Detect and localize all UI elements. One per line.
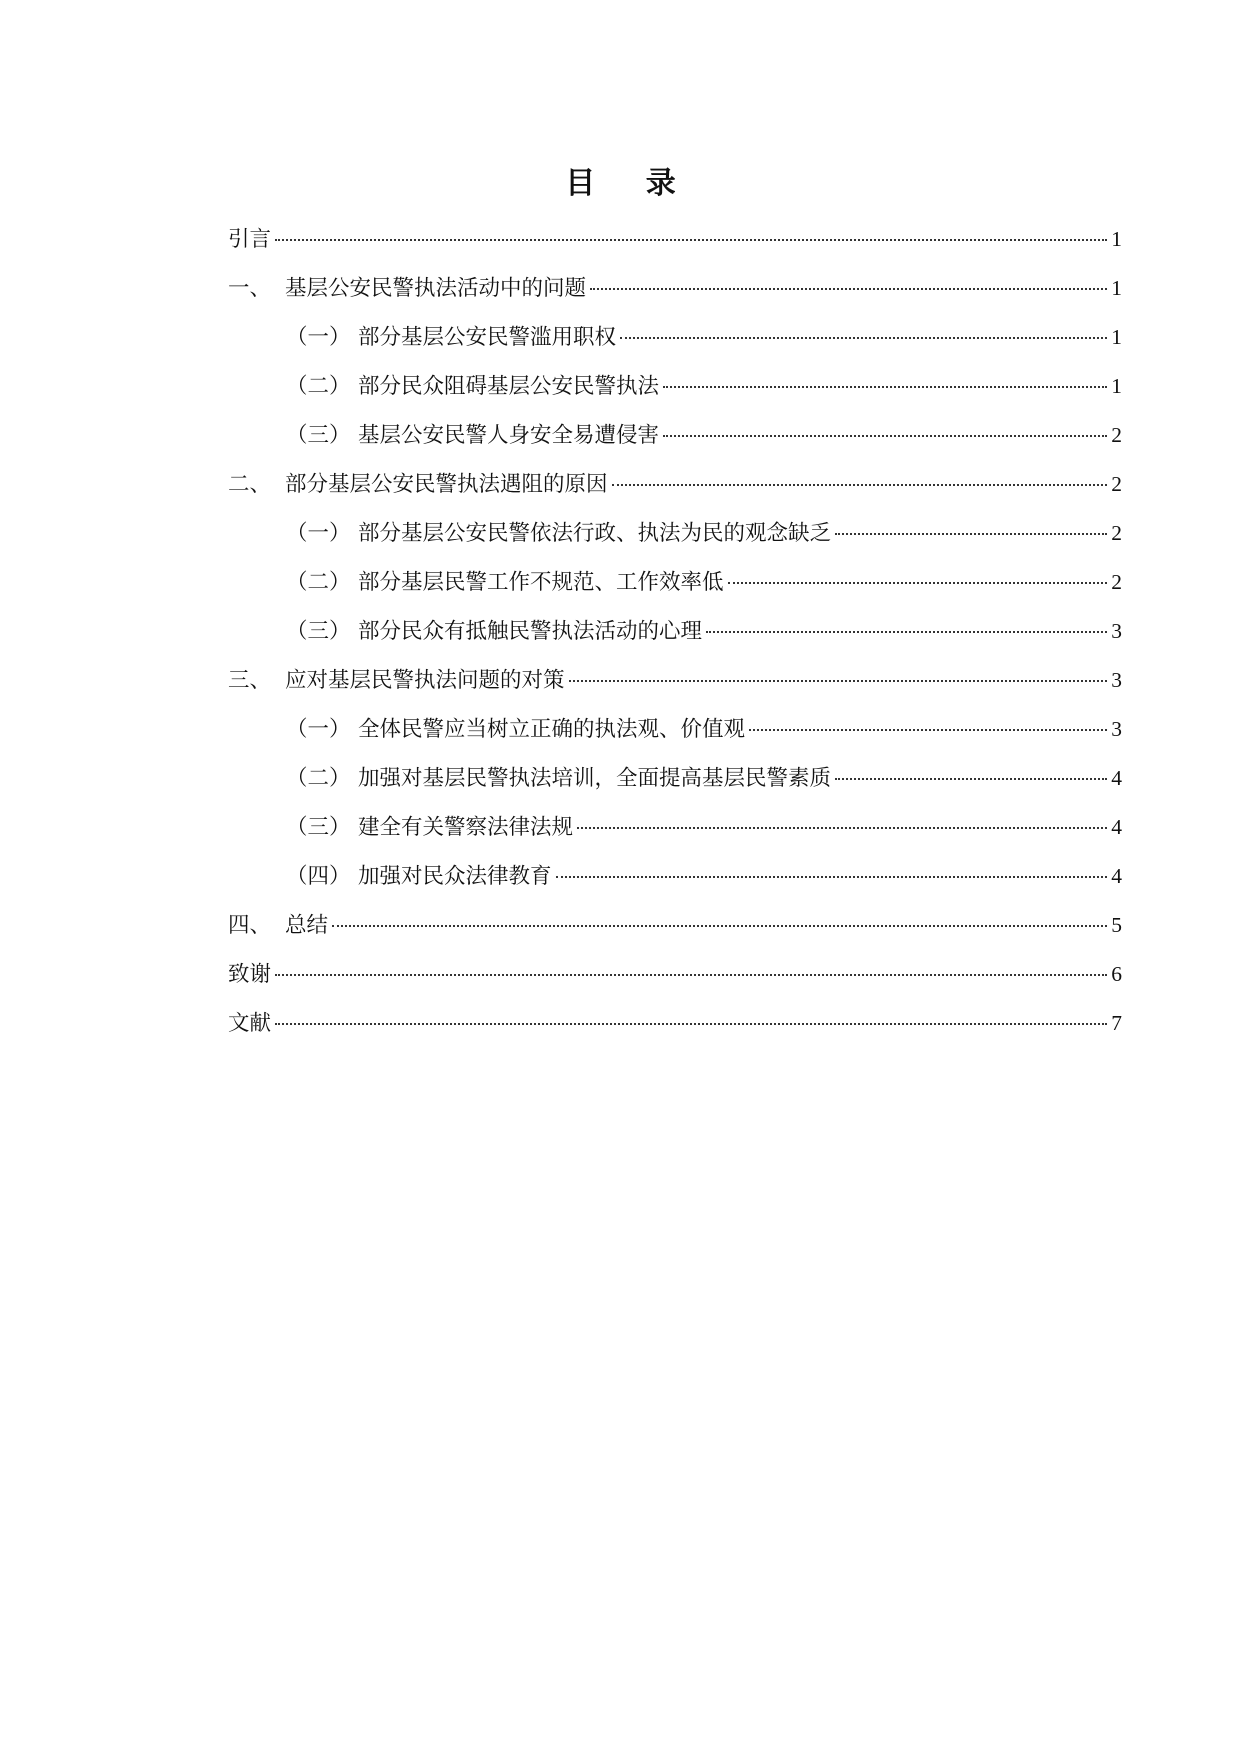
- toc-entry[interactable]: [228, 467, 1122, 516]
- toc-entry[interactable]: [228, 810, 1122, 859]
- toc-entry-title: 基层公安民警人身安全易遭侵害: [358, 423, 660, 448]
- toc-entry-title: 部分基层公安民警执法遇阻的原因: [285, 472, 608, 497]
- toc-entry[interactable]: [228, 320, 1122, 369]
- toc-entry-page-number: 1: [1111, 325, 1122, 349]
- toc-entry[interactable]: [228, 712, 1122, 761]
- toc-entry-number: （三）: [286, 423, 351, 448]
- toc-entry[interactable]: [228, 761, 1122, 810]
- toc-title: 目 录: [565, 166, 696, 201]
- toc-entry-title: 加强对民众法律教育: [358, 864, 552, 889]
- toc-entry-title: 总结: [285, 913, 329, 938]
- toc-entry-page-number: 2: [1111, 423, 1122, 447]
- toc-entry-title: 致谢: [228, 962, 272, 987]
- toc-entry-title: 全体民警应当树立正确的执法观、价值观: [358, 717, 746, 742]
- toc-entry[interactable]: [228, 908, 1122, 957]
- toc-entry-number: 四、: [228, 913, 272, 938]
- dot-leader: [612, 484, 1107, 486]
- toc-entry-page-number: 3: [1111, 619, 1122, 643]
- toc-entry-title: 部分民众有抵触民警执法活动的心理: [358, 619, 703, 644]
- toc-entry-page-number: 3: [1111, 668, 1122, 692]
- dot-leader: [835, 778, 1107, 780]
- toc-entry-number: （二）: [286, 374, 351, 399]
- toc-entry-title: 部分基层民警工作不规范、工作效率低: [358, 570, 724, 595]
- toc-entry-page-number: 4: [1111, 766, 1122, 790]
- toc-entry-title: 部分基层公安民警依法行政、执法为民的观念缺乏: [358, 521, 832, 546]
- dot-leader: [332, 925, 1107, 927]
- toc-entry-page-number: 2: [1111, 521, 1122, 545]
- toc-entry-number: （二）: [286, 766, 351, 791]
- toc-entry-title: 建全有关警察法律法规: [358, 815, 574, 840]
- toc-entry[interactable]: [228, 1006, 1122, 1055]
- toc-entry-page-number: 2: [1111, 472, 1122, 496]
- toc-entry[interactable]: [228, 957, 1122, 1006]
- toc-entry-page-number: 5: [1111, 913, 1122, 937]
- toc-entry-title: 引言: [228, 227, 272, 252]
- toc-entry[interactable]: [228, 271, 1122, 320]
- dot-leader: [835, 533, 1107, 535]
- dot-leader: [577, 827, 1107, 829]
- toc-entry-number: （四）: [286, 864, 351, 889]
- toc-entry-title: 基层公安民警执法活动中的问题: [285, 276, 587, 301]
- toc-entry-page-number: 4: [1111, 864, 1122, 888]
- dot-leader: [590, 288, 1107, 290]
- toc-entry-title: 应对基层民警执法问题的对策: [285, 668, 565, 693]
- toc-entry-number: （一）: [286, 717, 351, 742]
- toc-entry-number: （二）: [286, 570, 351, 595]
- table-of-contents: [228, 222, 1122, 1055]
- toc-entry-number: （三）: [286, 815, 351, 840]
- dot-leader: [275, 1023, 1107, 1025]
- toc-entry-page-number: 3: [1111, 717, 1122, 741]
- toc-entry-number: 一、: [228, 276, 272, 301]
- toc-entry-page-number: 2: [1111, 570, 1122, 594]
- toc-entry[interactable]: [228, 222, 1122, 271]
- toc-entry-title: 加强对基层民警执法培训，全面提高基层民警素质: [358, 766, 832, 791]
- dot-leader: [569, 680, 1107, 682]
- dot-leader: [620, 337, 1107, 339]
- toc-entry-page-number: 6: [1111, 962, 1122, 986]
- toc-entry-number: （一）: [286, 325, 351, 350]
- toc-entry[interactable]: [228, 859, 1122, 908]
- toc-entry-page-number: 1: [1111, 227, 1122, 251]
- toc-entry-number: 二、: [228, 472, 272, 497]
- toc-entry[interactable]: [228, 614, 1122, 663]
- toc-entry-page-number: 4: [1111, 815, 1122, 839]
- toc-entry[interactable]: [228, 418, 1122, 467]
- toc-entry-page-number: 1: [1111, 276, 1122, 300]
- dot-leader: [706, 631, 1107, 633]
- toc-entry[interactable]: [228, 516, 1122, 565]
- dot-leader: [663, 435, 1107, 437]
- toc-entry-number: （一）: [286, 521, 351, 546]
- toc-entry[interactable]: [228, 663, 1122, 712]
- dot-leader: [663, 386, 1107, 388]
- dot-leader: [275, 974, 1107, 976]
- dot-leader: [556, 876, 1107, 878]
- toc-entry-title: 部分基层公安民警滥用职权: [358, 325, 617, 350]
- toc-entry-number: 三、: [228, 668, 272, 693]
- dot-leader: [728, 582, 1107, 584]
- toc-entry-title: 部分民众阻碍基层公安民警执法: [358, 374, 660, 399]
- toc-entry[interactable]: [228, 369, 1122, 418]
- toc-entry-page-number: 1: [1111, 374, 1122, 398]
- toc-entry-number: （三）: [286, 619, 351, 644]
- dot-leader: [749, 729, 1107, 731]
- dot-leader: [275, 239, 1107, 241]
- toc-entry[interactable]: [228, 565, 1122, 614]
- toc-entry-title: 文献: [228, 1011, 272, 1036]
- toc-entry-page-number: 7: [1111, 1011, 1122, 1035]
